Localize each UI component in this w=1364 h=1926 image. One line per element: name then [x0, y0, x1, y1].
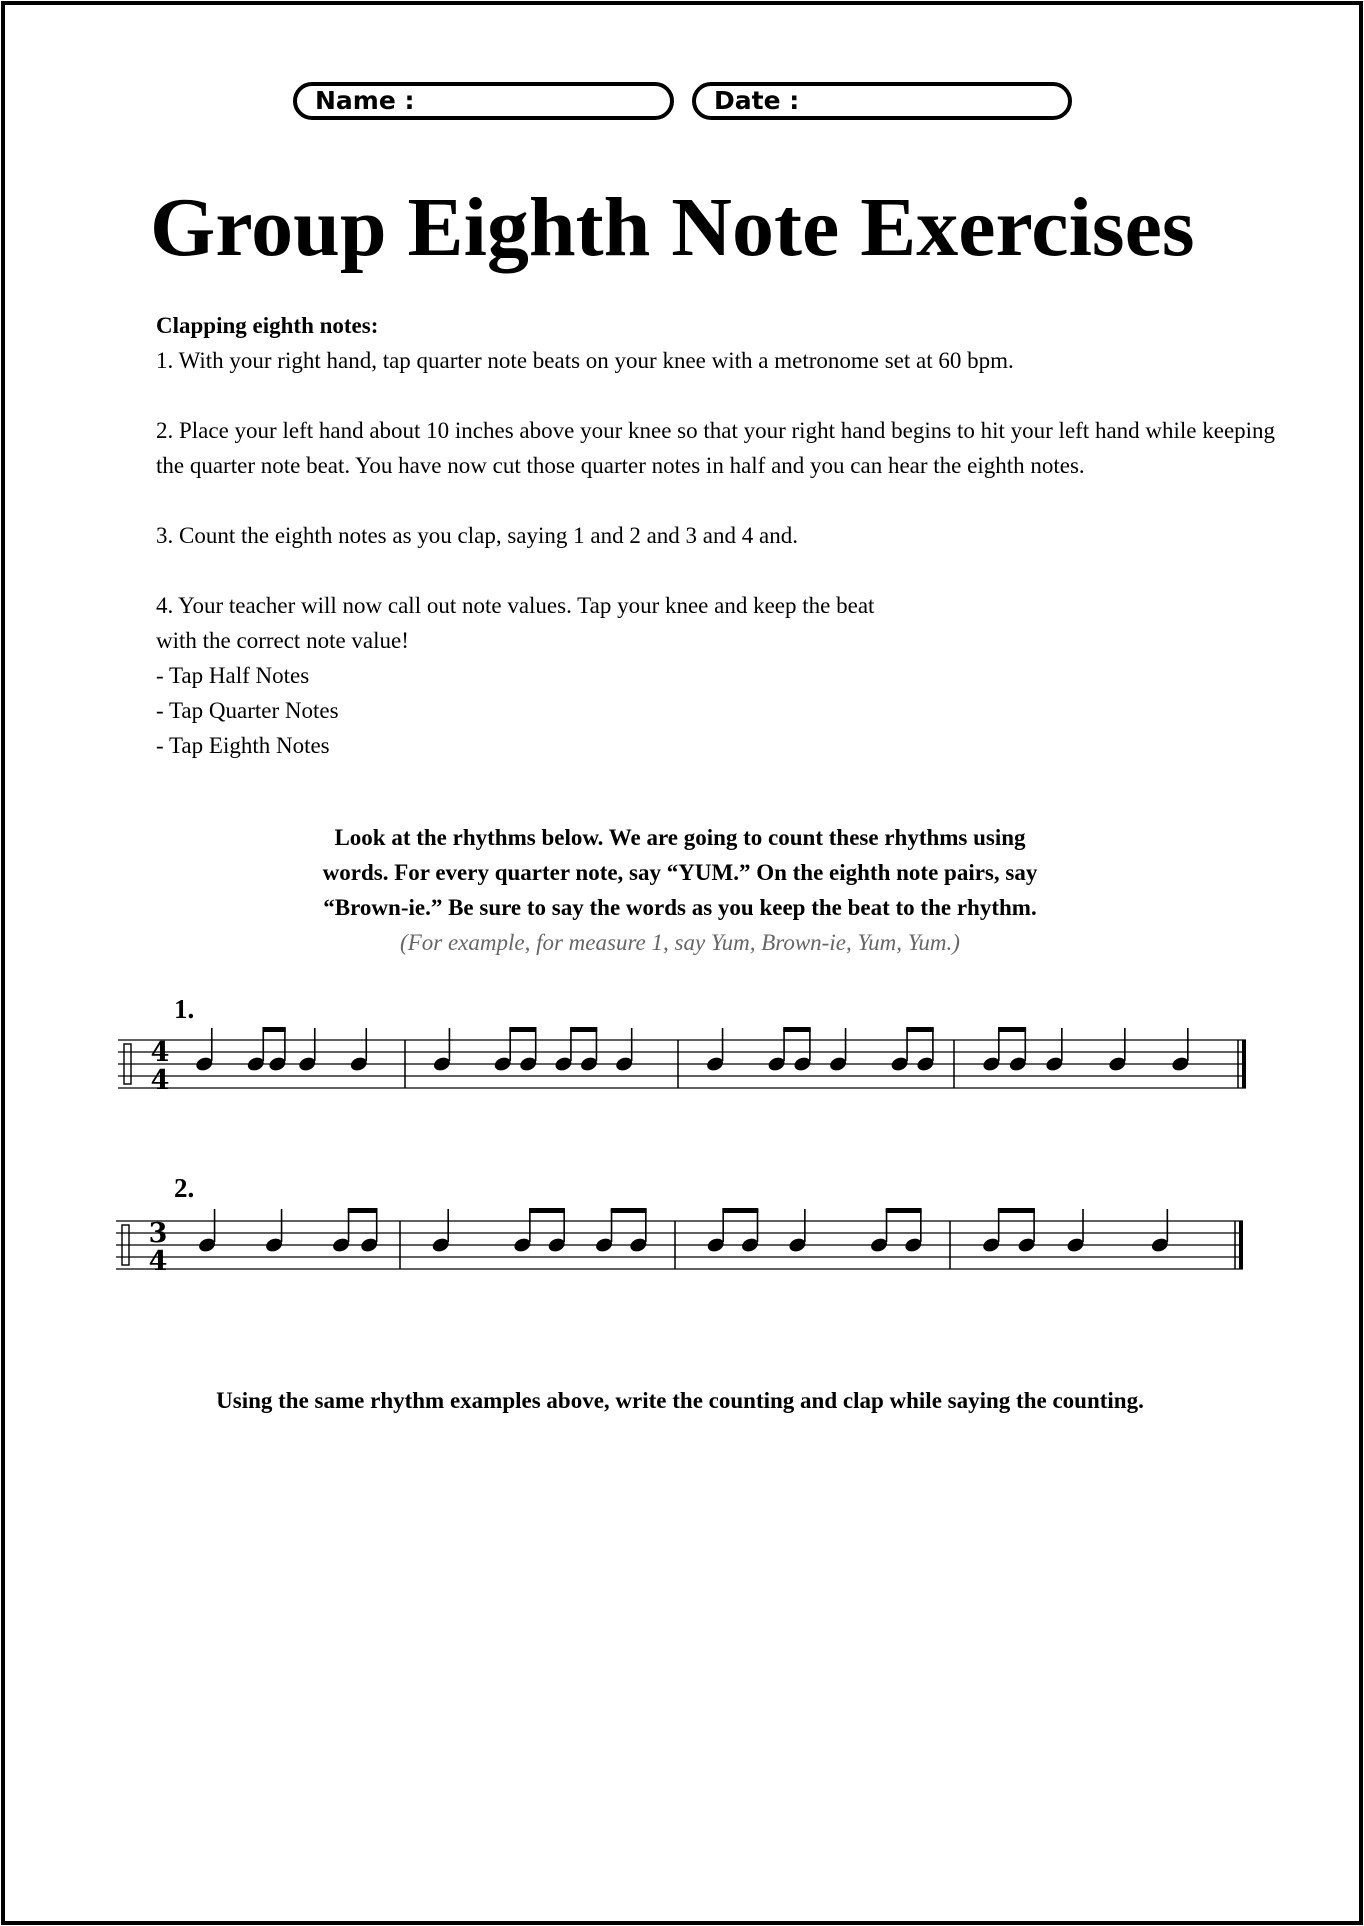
eighth-note-beam — [886, 1208, 922, 1213]
rhythm-intro-line-1: Look at the rhythms below. We are going to count these rhythms using — [334, 825, 1026, 850]
exercise-1-number: 1. — [174, 994, 195, 1024]
eighth-note-beam — [783, 1027, 810, 1032]
eighth-note-beam — [570, 1027, 597, 1032]
eighth-note-beam — [509, 1027, 536, 1032]
exercise-1-staff — [118, 1027, 1246, 1096]
time-signature-bottom: 4 — [148, 1246, 168, 1277]
rhythm-intro-line-3: “Brown-ie.” Be sure to say the words as you keep the beat to the rhythm. — [323, 895, 1037, 920]
final-instruction: Using the same rhythm examples above, write the counting and clap while saying the counting. — [216, 1388, 1144, 1413]
time-signature-bottom: 4 — [150, 1065, 170, 1096]
page-title: Group Eighth Note Exercises — [150, 181, 1195, 274]
final-bar-thick — [1239, 1221, 1243, 1269]
eighth-note-beam — [722, 1208, 758, 1213]
final-bar-thick — [1242, 1040, 1246, 1088]
instructions-heading: Clapping eighth notes: — [156, 313, 379, 338]
exercise-2-staff — [116, 1208, 1243, 1277]
list-item-quarter-notes: - Tap Quarter Notes — [156, 698, 339, 723]
date-label: Date : — [714, 86, 800, 115]
eighth-note-beam — [529, 1208, 565, 1213]
step-4-line-1: 4. Your teacher will now call out note values. Tap your knee and keep the beat — [156, 593, 875, 618]
eighth-note-beam — [998, 1027, 1026, 1032]
eighth-note-beam — [906, 1027, 933, 1032]
step-3: 3. Count the eighth notes as you clap, saying 1 and 2 and 3 and 4 and. — [156, 523, 798, 548]
eighth-note-beam — [611, 1208, 647, 1213]
step-1: 1. With your right hand, tap quarter note beats on your knee with a metronome set at 60 bpm. — [156, 348, 1014, 373]
list-item-half-notes: - Tap Half Notes — [156, 663, 310, 688]
rhythm-example-note: (For example, for measure 1, say Yum, Brown-ie, Yum, Yum.) — [400, 930, 960, 955]
step-4-line-2: with the correct note value! — [156, 628, 409, 653]
name-label: Name : — [315, 86, 415, 115]
list-item-eighth-notes: - Tap Eighth Notes — [156, 733, 330, 758]
exercise-2-number: 2. — [174, 1173, 195, 1203]
time-signature-top: 4 — [150, 1037, 170, 1068]
eighth-note-beam — [262, 1027, 285, 1032]
rhythm-intro-line-2: words. For every quarter note, say “YUM.” On the eighth note pairs, say — [322, 860, 1038, 885]
eighth-note-beam — [348, 1208, 378, 1213]
eighth-note-beam — [998, 1208, 1035, 1213]
time-signature-top: 3 — [148, 1218, 168, 1249]
step-2: 2. Place your left hand about 10 inches above your knee so that your right hand begins to hit your left hand while keeping the quarter note beat. You have now cut those quarter notes in half and you can hear the eighth notes. — [156, 418, 1276, 478]
